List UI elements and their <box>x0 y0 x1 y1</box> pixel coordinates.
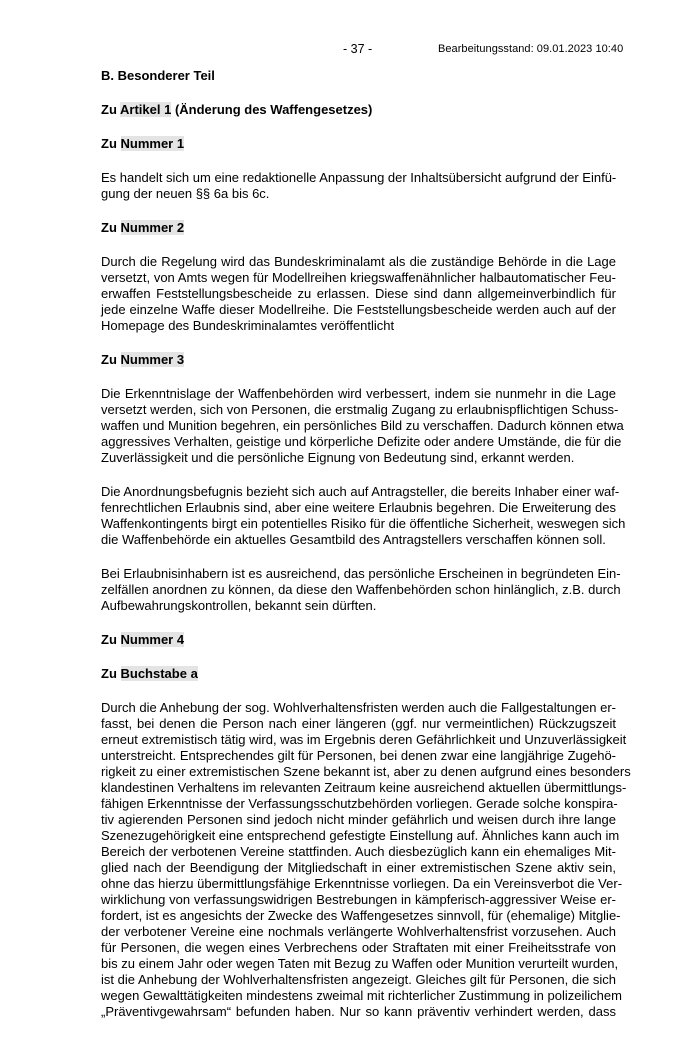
heading-prefix: Zu <box>101 352 121 367</box>
text-line: rigkeit zu einer extremistischen Szene bekannt ist, aber zu denen aufgrund eines besonders <box>101 764 631 779</box>
section-heading <box>101 102 616 118</box>
text-line: Die Erkenntnislage der Waffenbehörden wird verbessert, indem sie nunmehr in die Lage <box>101 386 616 401</box>
highlighted-reference: Buchstabe a <box>120 666 198 681</box>
text-line: jede einzelne Waffe dieser Modellreihe. Die Feststellungsbescheide werden auch auf der <box>101 302 616 317</box>
text-line: bis zu einem Jahr oder wegen Taten mit Bezug zu Waffen oder Munition verurteilt wurden, <box>101 956 619 971</box>
text-line: Die Anordnungsbefugnis bezieht sich auch auf Antragsteller, die bereits Inhaber einer waf- <box>101 484 620 499</box>
text-line: ohne das hierzu übermittlungsfähige Erkenntnisse vorliegen. Da ein Vereinsverbot die Ver- <box>101 876 623 891</box>
text-line: fenrechtlichen Erlaubnis sind, aber eine weitere Erlaubnis begehren. Die Erweiterung des <box>101 500 616 515</box>
paragraph <box>101 484 626 548</box>
text-line: Bereich der verbotenen Vereine stattfinden. Auch diesbezüglich kann ein ehemaliges Mit- <box>101 844 616 859</box>
text-line: versetzt, von Amts wegen für Modellreihen kriegswaffenähnlicher halbautomatischer Feu- <box>101 270 616 285</box>
section-heading <box>101 632 616 648</box>
text-line: Waffenkontingents birgt ein potentielles Risiko für die öffentliche Sicherheit, weswegen sich <box>101 516 626 531</box>
paragraph <box>101 700 631 1020</box>
text-line: unterstreicht. Entsprechendes gilt für Personen, bei denen zwar eine langjährige Zugehö- <box>101 748 616 763</box>
text-line: die Waffenbehörde ein aktuelles Gesamtbild des Antragstellers verschaffen können soll. <box>101 532 606 547</box>
text-line: Durch die Regelung wird das Bundeskriminalamt als die zuständige Behörde in die Lage <box>101 254 616 269</box>
heading-prefix: Zu <box>101 220 121 235</box>
paragraph <box>101 170 616 202</box>
text-line: gung der neuen §§ 6a bis 6c. <box>101 186 270 201</box>
text-line: erwaffen Feststellungsbescheide zu erlassen. Diese sind dann allgemeinverbindlich für <box>101 286 616 301</box>
text-line: Aufbewahrungskontrollen, bekannt sein dürften. <box>101 598 377 613</box>
text-line: wirklichung von verfassungswidrigen Bestrebungen in kämpferisch-aggressiver Weise er- <box>101 892 616 907</box>
text-line: Homepage des Bundeskriminalamtes veröffentlicht <box>101 318 395 333</box>
text-line: Zuverlässigkeit und die persönliche Eignung von Bedeutung sind, erkannt werden. <box>101 450 575 465</box>
text-line: erneut extremistisch tätig wird, was im Ergebnis deren Gefährlichkeit und Unzuverlässigkeit <box>101 732 627 747</box>
highlighted-reference: Artikel 1 <box>120 102 172 117</box>
text-line: wegen Gewalttätigkeiten mindestens zweimal mit richterlicher Zustimmung in polizeilichem <box>101 988 622 1003</box>
text-line: für Personen, die wegen eines Verbrechens oder Straftaten mit einer Freiheitsstrafe von <box>101 940 616 955</box>
edit-status: Bearbeitungsstand: 09.01.2023 10:40 <box>438 43 624 55</box>
section-heading <box>101 136 616 152</box>
paragraph <box>101 386 624 466</box>
text-line: fordert, ist es angesichts der Zwecke des Waffengesetzes sinnvoll, für (ehemalige) Mitglie- <box>101 908 621 923</box>
section-heading: B. Besonderer Teil <box>101 68 215 83</box>
heading-prefix: Zu <box>101 136 121 151</box>
text-line: fähigen Erkenntnisse der Verfassungsschutzbehörden vorliegen. Gerade solche konspira- <box>101 796 618 811</box>
text-line: „Präventivgewahrsam“ befunden haben. Nur so kann präventiv verhindert werden, dass <box>101 1004 616 1019</box>
section-heading <box>101 220 616 236</box>
text-line: versetzt werden, sich von Personen, die erstmalig Zugang zu erlaubnispflichtigen Schuss- <box>101 402 619 417</box>
heading-prefix: Zu <box>101 102 121 117</box>
text-line: Szenezugehörigkeit eine entsprechend gefestigte Einstellung auf. Ähnliches kann auch im <box>101 828 620 843</box>
section-heading <box>101 666 616 682</box>
paragraph <box>101 254 616 334</box>
text-line: tiv agierenden Personen sind jedoch nicht minder gefährlich und weisen durch ihre lange <box>101 812 616 827</box>
text-line: waffen und Munition begehren, ein persönliches Bild zu verschaffen. Dadurch können etwa <box>101 418 624 433</box>
text-line: der verbotener Vereine eine nochmals verlängerte Wohlverhaltensfrist vorzusehen. Auch <box>101 924 616 939</box>
text-line: ist die Anhebung der Wohlverhaltensfristen angezeigt. Gleiches gilt für Personen, die sich <box>101 972 616 987</box>
text-line: zelfällen anordnen zu können, da diese den Waffenbehörden schon hinlänglich, z.B. durch <box>101 582 621 597</box>
highlighted-reference: Nummer 3 <box>120 352 185 367</box>
heading-prefix: Zu <box>101 666 121 681</box>
highlighted-reference: Nummer 2 <box>120 220 185 235</box>
document-body <box>101 68 631 1038</box>
text-line: Durch die Anhebung der sog. Wohlverhaltensfristen werden auch die Fallgestaltungen er- <box>101 700 616 715</box>
page-number: - 37 - <box>343 42 373 56</box>
text-line: aggressives Verhalten, geistige und körperliche Defizite oder andere Umstände, die für die <box>101 434 622 449</box>
text-line: klandestinen Verhaltens im relevanten Zeitraum keine ausreichend aktuellen übermittlungs- <box>101 780 627 795</box>
paragraph <box>101 566 621 614</box>
heading-prefix: Zu <box>101 632 121 647</box>
text-line: glied nach der Beendigung der Mitgliedschaft in einer extremistischen Szene aktiv sein, <box>101 860 616 875</box>
text-line: Bei Erlaubnisinhabern ist es ausreichend, das persönliche Erscheinen in begründeten Ein- <box>101 566 621 581</box>
section-heading <box>101 352 616 368</box>
text-line: fasst, bei denen die Person nach einer längeren (ggf. nur vermeintlichen) Rückzugszeit <box>101 716 616 731</box>
heading-suffix: (Änderung des Waffengesetzes) <box>171 102 373 117</box>
highlighted-reference: Nummer 1 <box>120 136 185 151</box>
highlighted-reference: Nummer 4 <box>120 632 185 647</box>
text-line: Es handelt sich um eine redaktionelle Anpassung der Inhaltsübersicht aufgrund der Einfü- <box>101 170 617 185</box>
